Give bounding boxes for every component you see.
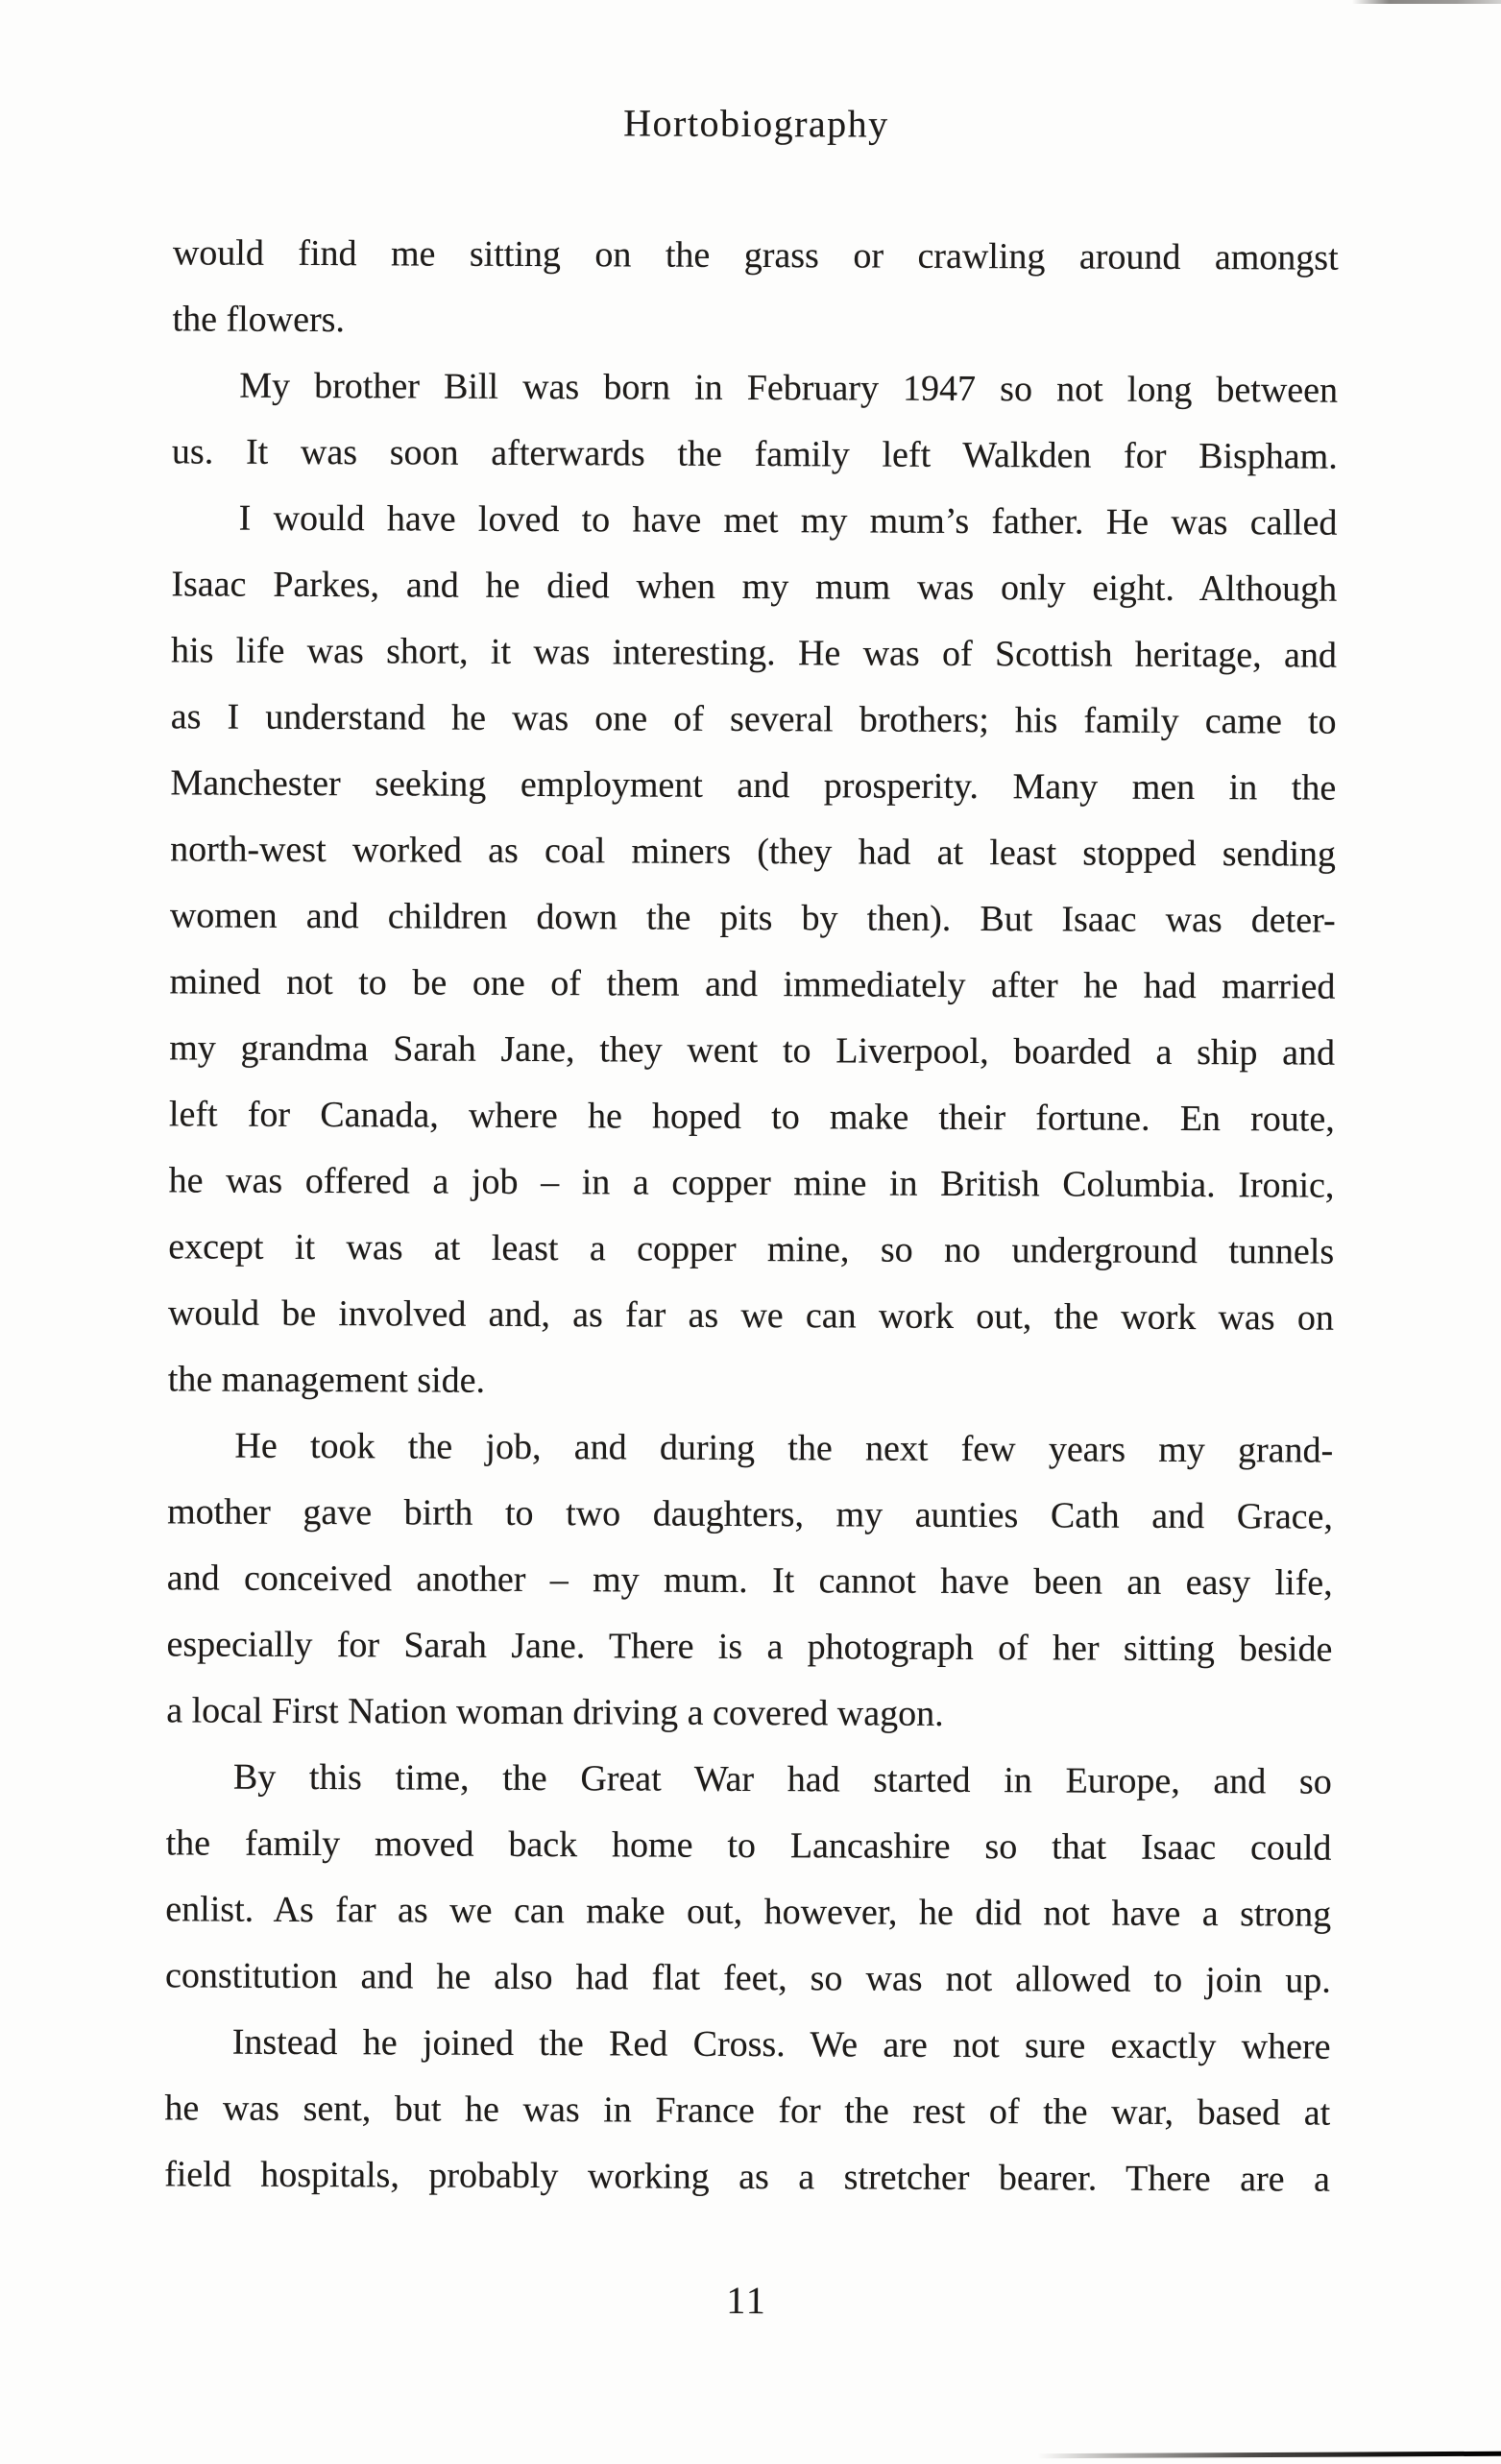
text-line bbox=[167, 1545, 1333, 1616]
text-line-content: mother gave birth to two daughters, my aunties Cath and Grace, bbox=[167, 1491, 1334, 1537]
text-line bbox=[173, 220, 1339, 291]
text-line-content: Instead he joined the Red Cross. We are not sure exactly where bbox=[231, 2021, 1331, 2067]
text-line-content: especially for Sarah Jane. There is a photograph of her sitting beside bbox=[166, 1624, 1333, 1670]
text-line-content: women and children down the pits by then). But Isaac was deter- bbox=[169, 895, 1336, 941]
text-line-content: constitution and he also had flat feet, so was not allowed to join up. bbox=[164, 1955, 1331, 2001]
text-line bbox=[170, 750, 1336, 821]
text-line-content: My brother Bill was born in February 1947 so not long between bbox=[239, 365, 1339, 411]
text-line-content: Manchester seeking employment and prosperity. Many men in the bbox=[170, 762, 1337, 809]
text-line-content: By this time, the Great War had started in Europe, and so bbox=[232, 1756, 1332, 1802]
text-line bbox=[171, 617, 1337, 688]
text-line bbox=[166, 1611, 1332, 1682]
text-line bbox=[171, 684, 1337, 755]
page-number: 11 bbox=[726, 2278, 767, 2323]
text-line-content: the family moved back home to Lancashire so that Isaac could bbox=[165, 1823, 1332, 1869]
text-line bbox=[166, 1744, 1332, 1815]
text-line bbox=[168, 1214, 1334, 1285]
text-line-content: except it was at least a copper mine, so no underground tunnels bbox=[168, 1226, 1335, 1272]
text-line bbox=[172, 352, 1338, 423]
text-line-content: He took the job, and during the next few years my grand- bbox=[234, 1425, 1334, 1471]
text-line bbox=[165, 1810, 1331, 1881]
text-line-content: my grandma Sarah Jane, they went to Liverpool, boarded a ship and bbox=[169, 1027, 1336, 1074]
text-line-content: the management side. bbox=[167, 1359, 486, 1401]
text-line bbox=[167, 1413, 1333, 1484]
text-line bbox=[171, 551, 1337, 622]
text-line-content: would find me sitting on the grass or crawling around amongst bbox=[172, 232, 1339, 278]
body-text bbox=[164, 220, 1339, 2212]
text-line bbox=[168, 1346, 1334, 1417]
text-line-content: his life was short, it was interesting. He was of Scottish heritage, and bbox=[170, 630, 1337, 676]
text-line bbox=[164, 2075, 1330, 2146]
text-line-content: enlist. As far as we can make out, however, he did not have a strong bbox=[165, 1889, 1332, 1935]
text-line bbox=[168, 1280, 1334, 1351]
text-line bbox=[169, 1015, 1335, 1086]
text-line bbox=[167, 1479, 1333, 1550]
text-line bbox=[172, 485, 1338, 556]
text-line bbox=[169, 1081, 1335, 1152]
text-line-content: I would have loved to have met my mum’s father. He was called bbox=[238, 497, 1338, 544]
text-line-content: north-west worked as coal miners (they had at least stopped sending bbox=[170, 829, 1337, 875]
text-line bbox=[169, 1147, 1335, 1219]
text-line-content: as I understand he was one of several brothers; his family came to bbox=[170, 696, 1337, 742]
text-line-content: left for Canada, where he hoped to make their fortune. En route, bbox=[168, 1094, 1335, 1140]
text-line-content: the flowers. bbox=[172, 299, 346, 341]
scan-artifact-top-right-edge bbox=[1352, 0, 1501, 4]
text-line-content: Isaac Parkes, and he died when my mum was only eight. Although bbox=[171, 564, 1338, 610]
text-line bbox=[169, 949, 1335, 1020]
text-line bbox=[164, 2141, 1330, 2212]
running-header: Hortobiography bbox=[623, 101, 889, 146]
text-line-content: a local First Nation woman driving a covered wagon. bbox=[166, 1690, 944, 1734]
text-line-content: he was sent, but he was in France for the rest of the war, based at bbox=[164, 2088, 1331, 2134]
text-line bbox=[172, 419, 1338, 490]
text-line bbox=[166, 1678, 1332, 1749]
text-line-content: and conceived another – my mum. It cannot have been an easy life, bbox=[166, 1558, 1333, 1604]
text-line bbox=[165, 1943, 1331, 2014]
text-line bbox=[165, 1876, 1331, 1947]
text-line bbox=[170, 816, 1336, 887]
text-line-content: field hospitals, probably working as a stretcher bearer. There are a bbox=[164, 2154, 1331, 2200]
text-line-content: us. It was soon afterwards the family left Walkden for Bispham. bbox=[171, 431, 1338, 477]
text-line-content: he was offered a job – in a copper mine in British Columbia. Ironic, bbox=[168, 1160, 1335, 1206]
text-line bbox=[165, 2009, 1331, 2080]
text-line-content: mined not to be one of them and immediately after he had married bbox=[169, 961, 1336, 1007]
text-line bbox=[172, 286, 1338, 357]
text-line bbox=[170, 882, 1336, 954]
text-line-content: would be involved and, as far as we can work out, the work was on bbox=[167, 1292, 1334, 1339]
